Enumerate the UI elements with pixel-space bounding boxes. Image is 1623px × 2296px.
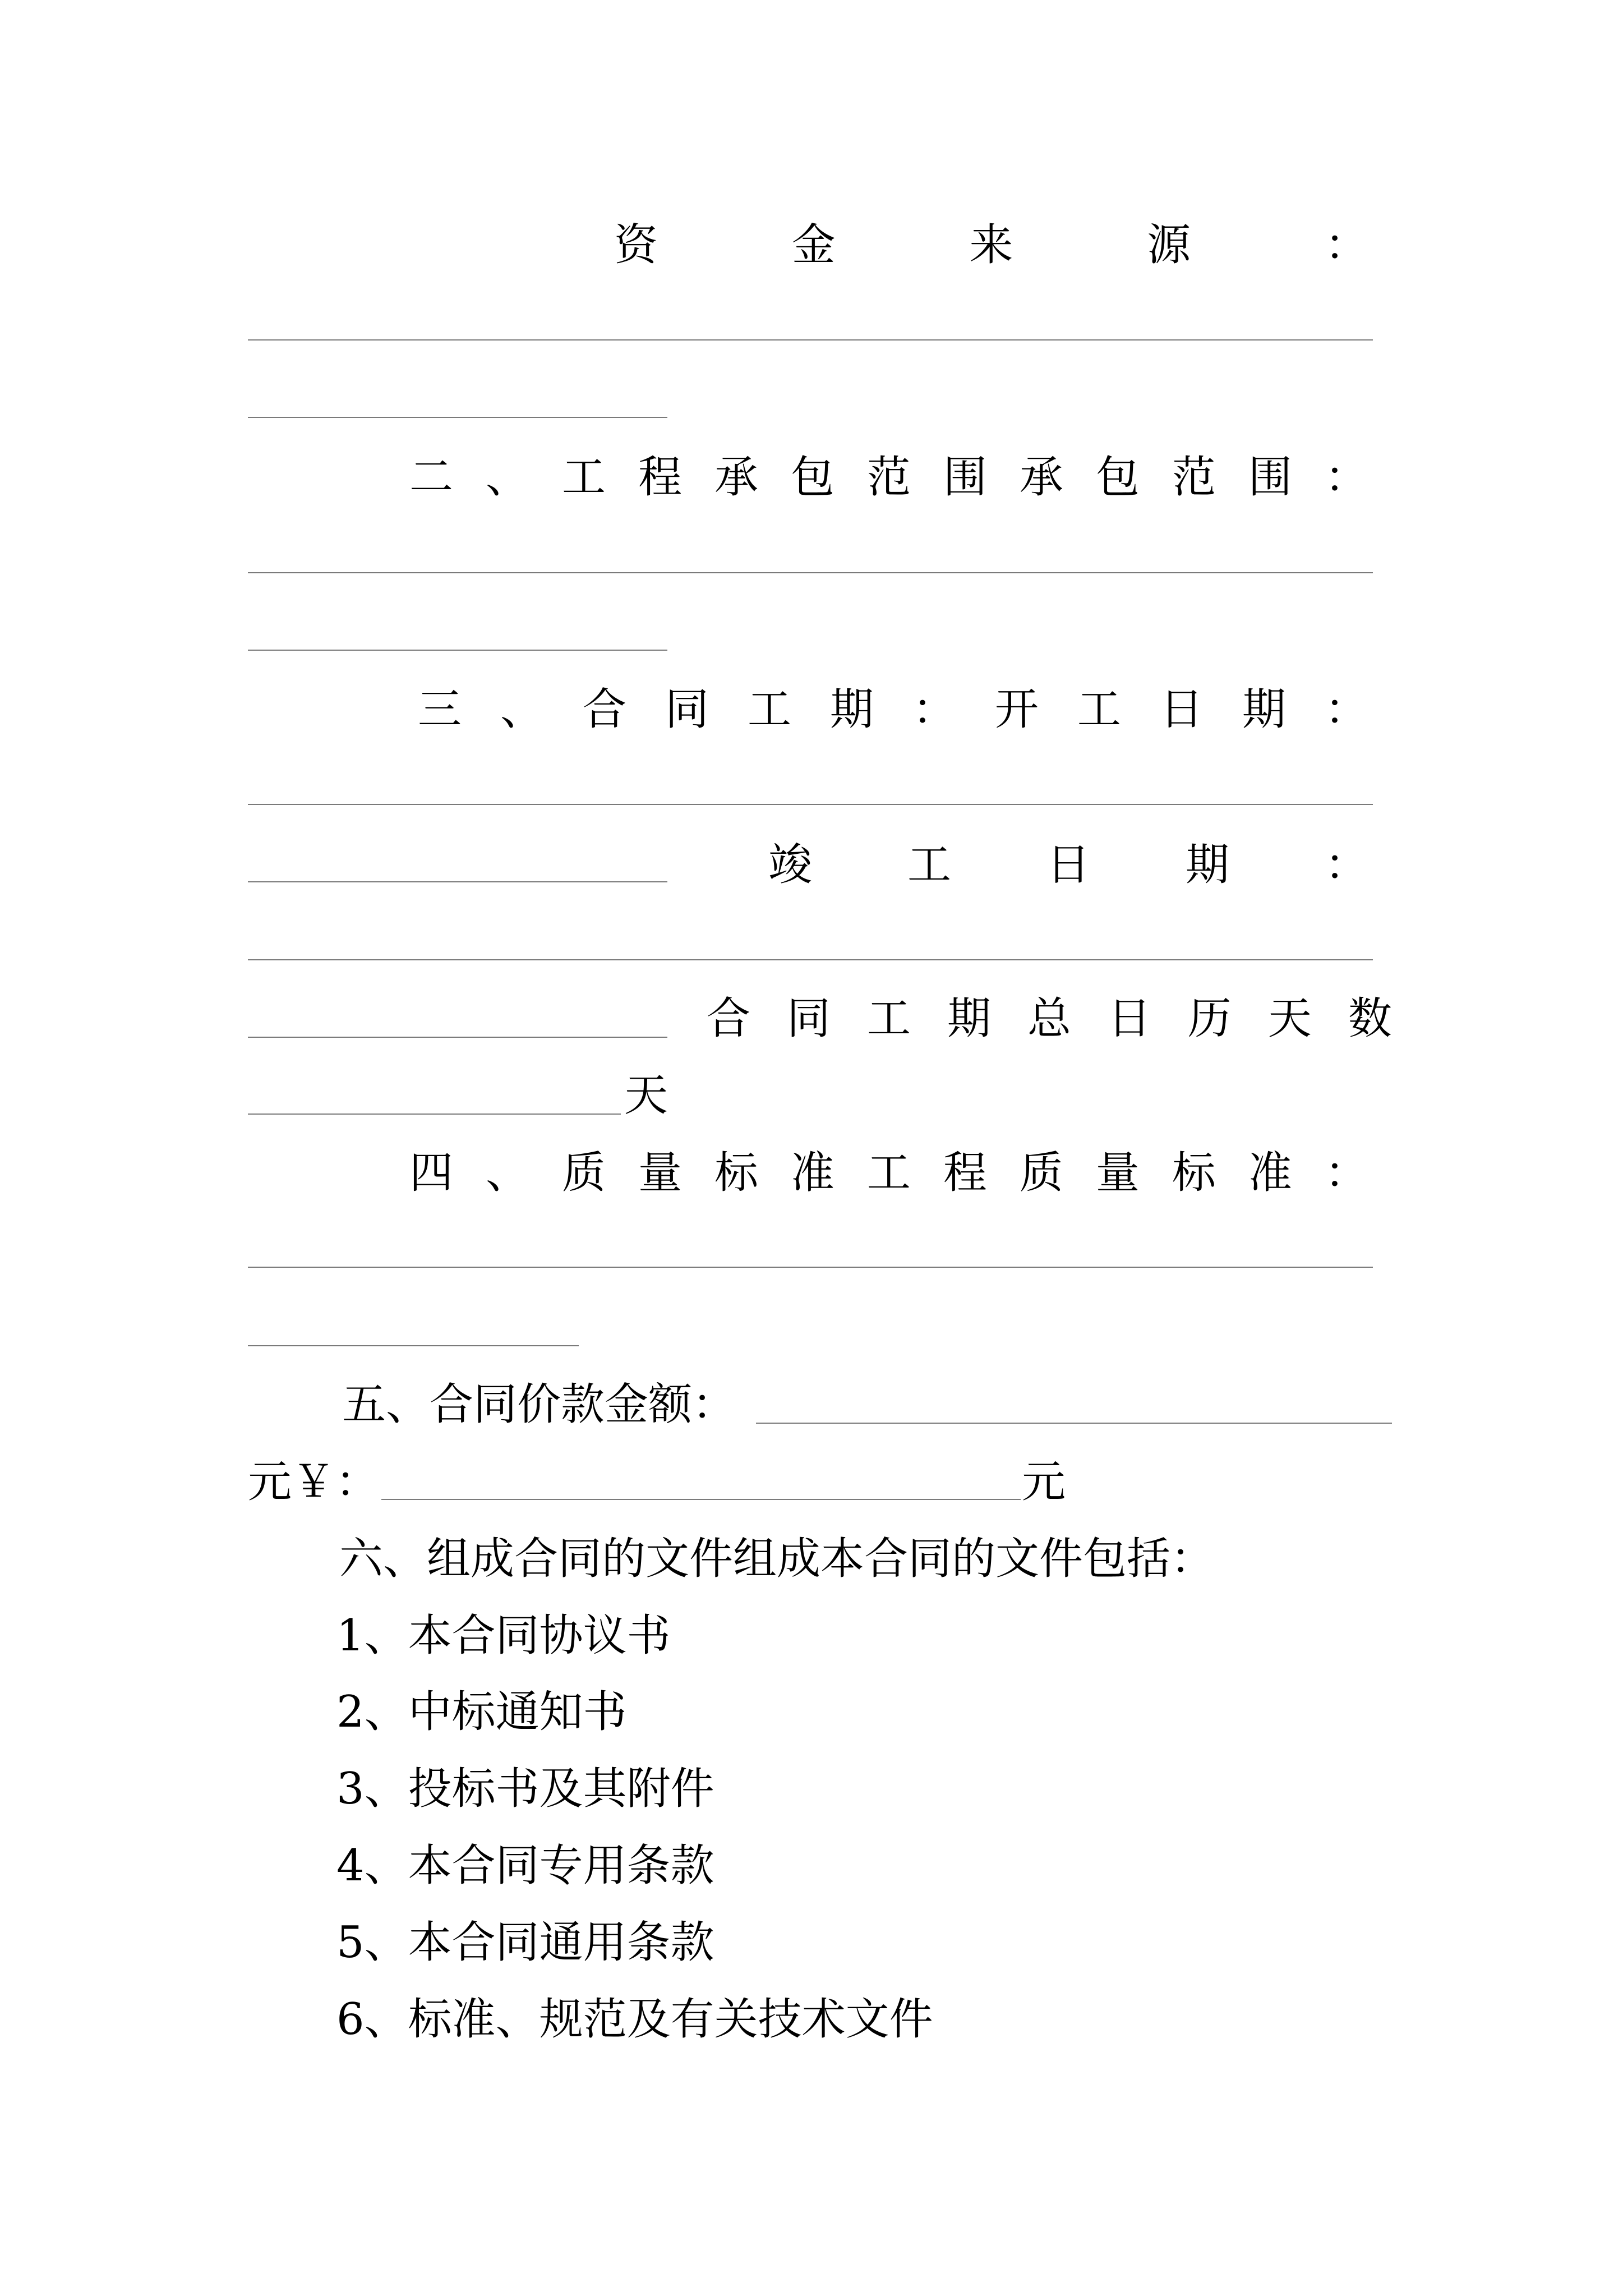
char: 量 xyxy=(638,1148,682,1198)
char: 准 xyxy=(1248,1148,1292,1198)
char: ： xyxy=(1324,220,1368,270)
char: 历 xyxy=(1187,993,1232,1044)
char: 围 xyxy=(943,452,987,503)
fill-line xyxy=(248,881,667,882)
char: 标 xyxy=(1172,1148,1216,1198)
fill-line xyxy=(248,1267,1373,1268)
char: 来 xyxy=(969,220,1013,270)
list-item: 1、本合同协议书 xyxy=(336,1611,671,1661)
char: 包 xyxy=(1095,452,1140,503)
fill-line xyxy=(248,572,1373,573)
fill-line xyxy=(248,1345,579,1346)
char: 范 xyxy=(1172,452,1216,503)
char: 期 xyxy=(1185,840,1229,890)
completion-date-label xyxy=(768,840,1368,890)
char: 天 xyxy=(1267,993,1312,1044)
char: 二 xyxy=(409,452,454,503)
char: 承 xyxy=(714,452,758,503)
fill-line xyxy=(756,1423,1392,1424)
char: 金 xyxy=(791,220,836,270)
char: ： xyxy=(1324,1148,1368,1198)
char: 工 xyxy=(907,840,951,890)
fill-line xyxy=(248,804,1373,805)
char: 围 xyxy=(1248,452,1292,503)
list-item: 6、标准、规范及有关技术文件 xyxy=(336,1994,933,2045)
fill-line xyxy=(248,339,1373,341)
list-item: 2、中标通知书 xyxy=(336,1687,627,1737)
char: ： xyxy=(1324,684,1368,735)
section-2-heading xyxy=(409,452,1368,503)
char: 开 xyxy=(994,684,1039,735)
char: 日 xyxy=(1159,684,1204,735)
char: ： xyxy=(912,684,956,735)
char: 工 xyxy=(866,993,911,1044)
char: 程 xyxy=(943,1148,987,1198)
char: 标 xyxy=(714,1148,758,1198)
char: 日 xyxy=(1046,840,1090,890)
char: 资 xyxy=(614,220,658,270)
char: 工 xyxy=(747,684,791,735)
currency-suffix: 元 xyxy=(1022,1457,1066,1507)
char: 合 xyxy=(707,993,751,1044)
char: 竣 xyxy=(768,840,813,890)
char: 、 xyxy=(485,1148,529,1198)
char: 范 xyxy=(866,452,911,503)
char: 包 xyxy=(790,452,834,503)
char: 程 xyxy=(638,452,682,503)
char: 、 xyxy=(500,684,544,735)
list-item: 3、投标书及其附件 xyxy=(336,1764,714,1814)
char: 期 xyxy=(1242,684,1286,735)
char: 准 xyxy=(790,1148,834,1198)
char: 四 xyxy=(409,1148,454,1198)
list-item: 5、本合同通用条款 xyxy=(336,1917,714,1968)
funding-source-label xyxy=(614,220,1368,270)
char: 质 xyxy=(561,1148,606,1198)
section-3-heading xyxy=(418,684,1368,735)
fill-line xyxy=(248,959,1373,960)
fill-line xyxy=(248,417,667,418)
char: 量 xyxy=(1095,1148,1140,1198)
fill-line xyxy=(248,1114,621,1115)
char: 工 xyxy=(1077,684,1121,735)
char: 工 xyxy=(561,452,606,503)
char: 总 xyxy=(1027,993,1071,1044)
char: 同 xyxy=(665,684,709,735)
fill-line xyxy=(381,1499,1021,1500)
section-4-heading xyxy=(409,1148,1368,1198)
char: 同 xyxy=(786,993,831,1044)
char: 合 xyxy=(582,684,626,735)
fill-line xyxy=(248,650,667,651)
total-days-label xyxy=(707,993,1392,1044)
char: ： xyxy=(1324,840,1368,890)
char: 三 xyxy=(418,684,462,735)
section-6-heading: 六、组成合同的文件组成本合同的文件包括： xyxy=(339,1534,1215,1584)
char: 工 xyxy=(866,1148,911,1198)
char: 源 xyxy=(1147,220,1191,270)
days-unit: 天 xyxy=(624,1070,668,1121)
char: 数 xyxy=(1348,993,1392,1044)
char: 、 xyxy=(485,452,529,503)
char: 期 xyxy=(829,684,874,735)
char: ： xyxy=(1324,452,1368,503)
char: 日 xyxy=(1107,993,1151,1044)
currency-prefix: 元￥： xyxy=(248,1457,380,1507)
char: 承 xyxy=(1019,452,1063,503)
fill-line xyxy=(248,1037,667,1038)
list-item: 4、本合同专用条款 xyxy=(336,1841,714,1891)
char: 质 xyxy=(1019,1148,1063,1198)
char: 期 xyxy=(947,993,991,1044)
contract-price-label: 五、合同价款金额： xyxy=(342,1379,736,1430)
